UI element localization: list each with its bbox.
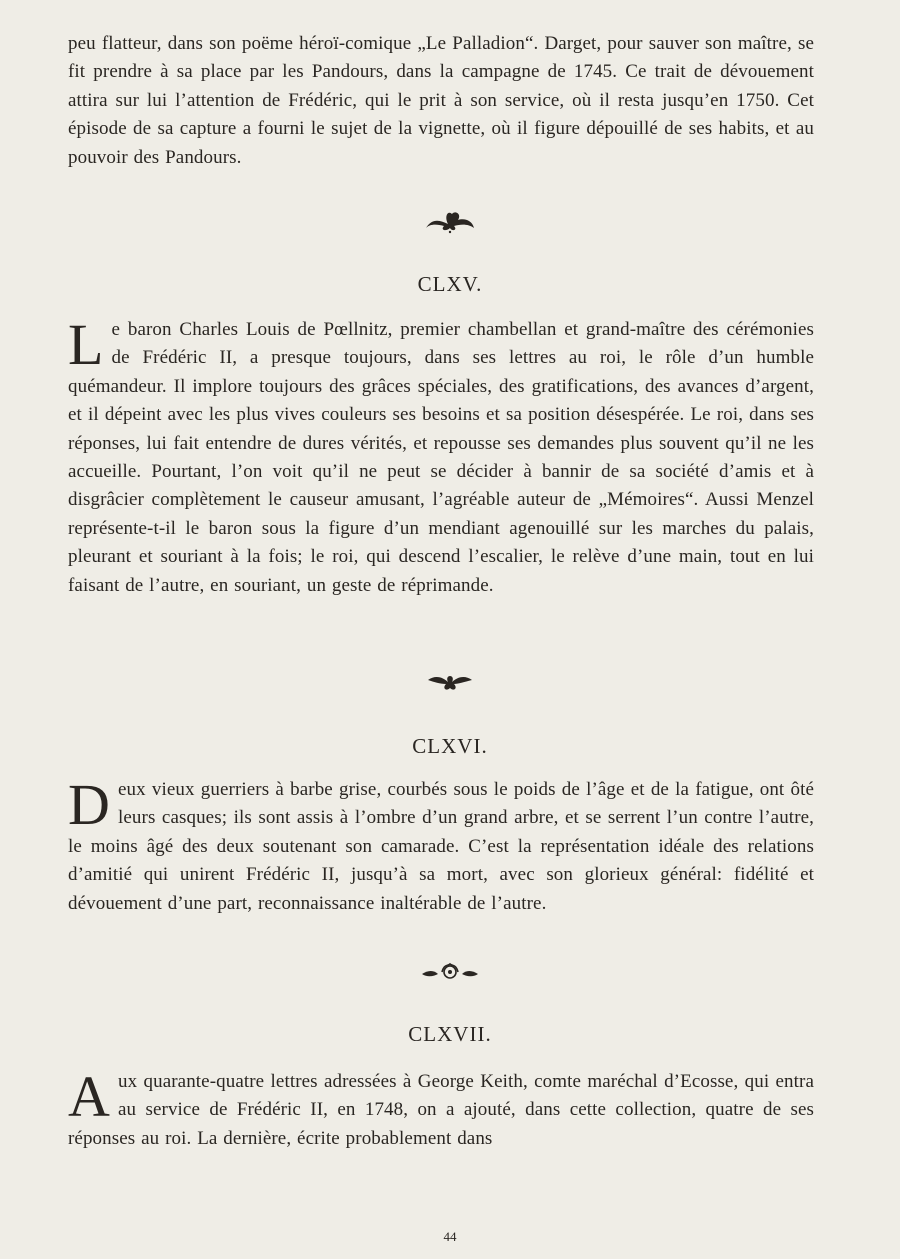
section-clxv-text: e baron Charles Louis de Pœllnitz, premier chambellan et grand-maître des cérémonies de Frédéric II, a presque toujours, dans ses lettres au roi, le rôle d’un humble quémandeur. Il implore toujours des grâces spéciales, des gratifications, des avances d’argent, et il dépeint avec les plus vives couleurs ses besoins et sa position désespérée. Le roi, dans ses réponses, lui fait entendre de dures vérités, et repousse ses demandes plus souvent qu’il ne les accueille. Pourtant, l’on voit qu’il ne peut se décider à bannir de sa société d’amis et à disgrâcier complètement le causeur amusant, l’agréable auteur de „Mémoires“. Aussi Menzel représente-t-il le baron sous la figure d’un mendiant agenouillé sur les marches du palais, pleurant et souriant à la fois; le roi, qui descend l’escalier, le relève d’une main, tout en lui faisant de l’autre, en souriant, un geste de réprimande.	[68, 319, 814, 596]
section-clxvii-text: ux quarante-quatre lettres adressées à George Keith, comte maréchal d’Ecosse, qui entra au service de Frédéric II, en 1748, on a ajouté, dans cette collection, quatre de ses réponses au roi. La dernière, écrite probablement dans	[68, 1071, 814, 1149]
section-heading-clxv: CLXV.	[417, 272, 483, 296]
section-clxvi-text: eux vieux guerriers à barbe grise, courbés sous le poids de l’âge et de la fatigue, ont ôté leurs casques; ils sont assis à l’ombre d’un grand arbre, et se serrent l’un contre l’autre, le moins âgé des deux soutenant son camarade. C’est la représentation idéale des relations d’amitié qui unirent Frédéric II, jusqu’à sa mort, avec son glorieux général: fidélité et dévouement d’une part, reconnaissance inaltérable de l’autre.	[68, 779, 814, 914]
page-number: 44	[443, 1229, 457, 1244]
section-clxvi-paragraph	[68, 772, 814, 918]
dropcap-letter: L	[68, 312, 104, 377]
fleuron-ornament-icon	[420, 962, 480, 982]
section-clxvii-body	[68, 1064, 814, 1153]
dropcap-letter: D	[68, 772, 110, 837]
section-heading-clxvi: CLXVI.	[412, 734, 488, 758]
fleuron-ornament-icon	[422, 206, 478, 234]
fleuron-ornament-icon	[424, 670, 476, 694]
intro-paragraph-block	[68, 30, 814, 172]
dropcap-letter: A	[68, 1064, 110, 1129]
section-clxvi-body	[68, 772, 814, 918]
section-clxvii-paragraph	[68, 1064, 814, 1153]
section-clxv-paragraph	[68, 312, 814, 600]
section-clxv-body	[68, 312, 814, 600]
intro-paragraph: peu flatteur, dans son poëme héroï-comique „Le Palladion“. Darget, pour sauver son maître, se fit prendre à sa place par les Pandours, dans la campagne de 1745. Ce trait de dévouement attira sur lui l’attention de Frédéric, qui le prit à son service, où il resta jusqu’en 1750. Cet épisode de sa capture a fourni le sujet de la vignette, où il figure dépouillé de ses habits, et au pouvoir des Pandours.	[68, 33, 814, 168]
section-heading-clxvii: CLXVII.	[408, 1022, 492, 1046]
